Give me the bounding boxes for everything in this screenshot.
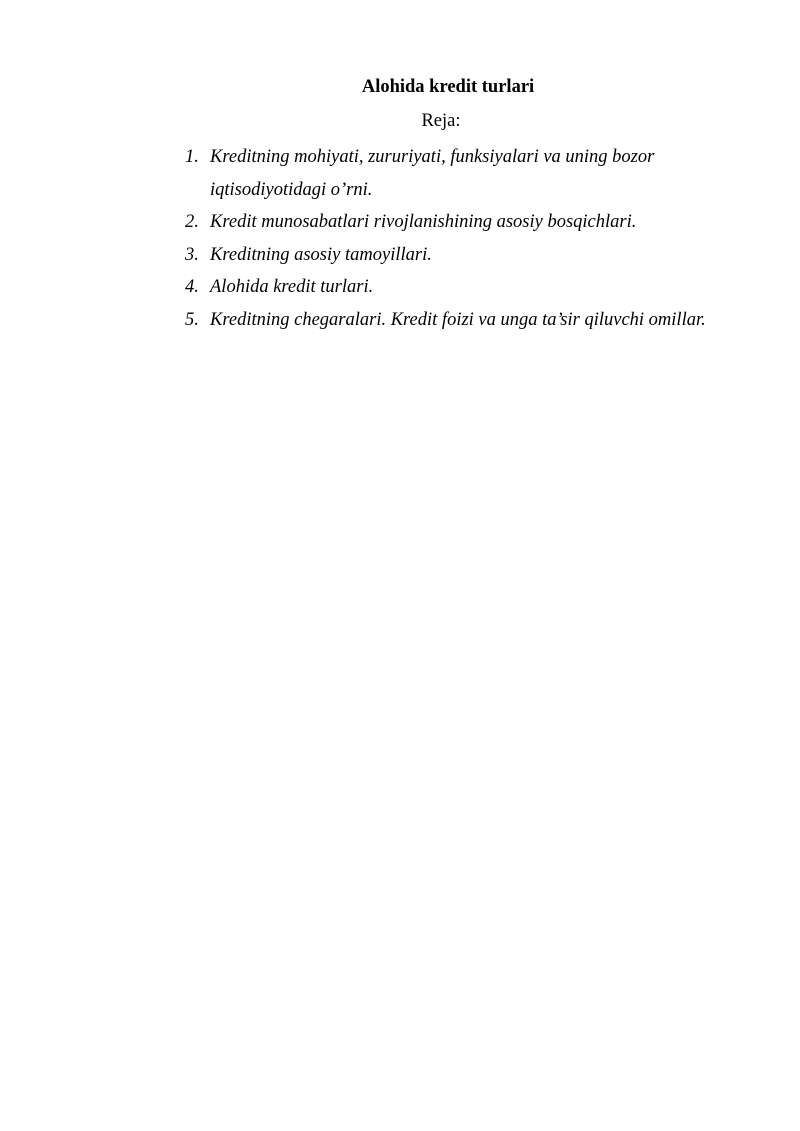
- plan-item-3: [185, 239, 745, 272]
- plan-item-text: Alohida kredit turlari.: [210, 277, 374, 297]
- plan-item-text: Kredit munosabatlari rivojlanishining asosiy bosqichlari.: [210, 212, 637, 232]
- plan-item-4: [185, 271, 745, 304]
- plan-heading: Reja:: [421, 111, 461, 131]
- plan-item-1: [185, 141, 745, 206]
- plan-item-text: Kreditning asosiy tamoyillari.: [210, 244, 432, 265]
- plan-item-2: [185, 206, 745, 239]
- plan-item-number: 2.: [185, 212, 199, 232]
- plan-item-5: [185, 304, 745, 337]
- plan-list: [185, 141, 745, 336]
- plan-item-text: Kreditning chegaralari. Kredit foizi va unga ta’sir qiluvchi omillar.: [210, 309, 706, 330]
- plan-item-number: 4.: [185, 277, 199, 297]
- plan-item-number: 1.: [185, 147, 199, 167]
- plan-item-number: 5.: [185, 309, 199, 330]
- document-title: Alohida kredit turlari: [361, 77, 535, 97]
- plan-item-number: 3.: [185, 244, 199, 265]
- plan-item-text: Kreditning mohiyati, zururiyati, funksiyalari va uning bozor iqtisodiyotidagi o’rni.: [210, 147, 655, 200]
